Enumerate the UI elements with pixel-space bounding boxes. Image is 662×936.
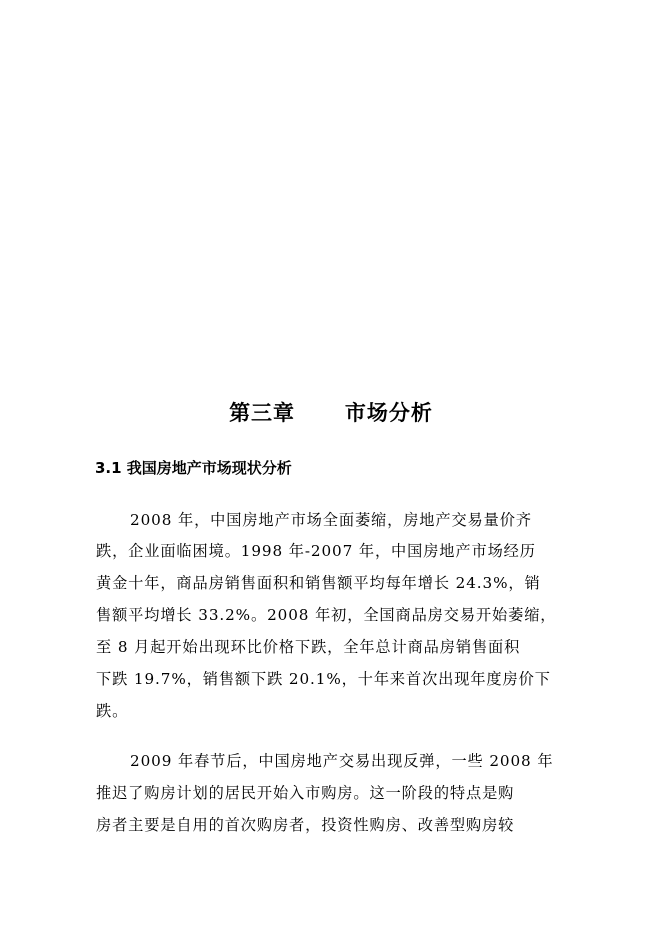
paragraph-line: 跌。 bbox=[96, 702, 129, 720]
paragraph-line: 房者主要是自用的首次购房者，投资性购房、改善型购房较 bbox=[96, 816, 515, 834]
paragraph-line: 2008 年，中国房地产市场全面萎缩，房地产交易量价齐 bbox=[130, 511, 532, 529]
chapter-title: 第三章 市场分析 bbox=[229, 401, 433, 425]
paragraph-line: 至 8 月起开始出现环比价格下跌，全年总计商品房销售面积 bbox=[96, 638, 521, 656]
paragraph-line: 下跌 19.7%，销售额下跌 20.1%，十年来首次出现年度房价下 bbox=[96, 670, 551, 688]
section-title: 3.1 我国房地产市场现状分析 bbox=[95, 459, 292, 477]
paragraph-line: 售额平均增长 33.2%。2008 年初，全国商品房交易开始萎缩， bbox=[96, 606, 557, 624]
paragraph-line: 2009 年春节后，中国房地产交易出现反弹，一些 2008 年 bbox=[130, 752, 554, 770]
paragraph-line: 跌，企业面临困境。1998 年-2007 年，中国房地产市场经历 bbox=[96, 542, 536, 560]
paragraph-line: 黄金十年，商品房销售面积和销售额平均每年增长 24.3%，销 bbox=[96, 574, 541, 592]
paragraph-line: 推迟了购房计划的居民开始入市购房。这一阶段的特点是购 bbox=[96, 784, 515, 802]
